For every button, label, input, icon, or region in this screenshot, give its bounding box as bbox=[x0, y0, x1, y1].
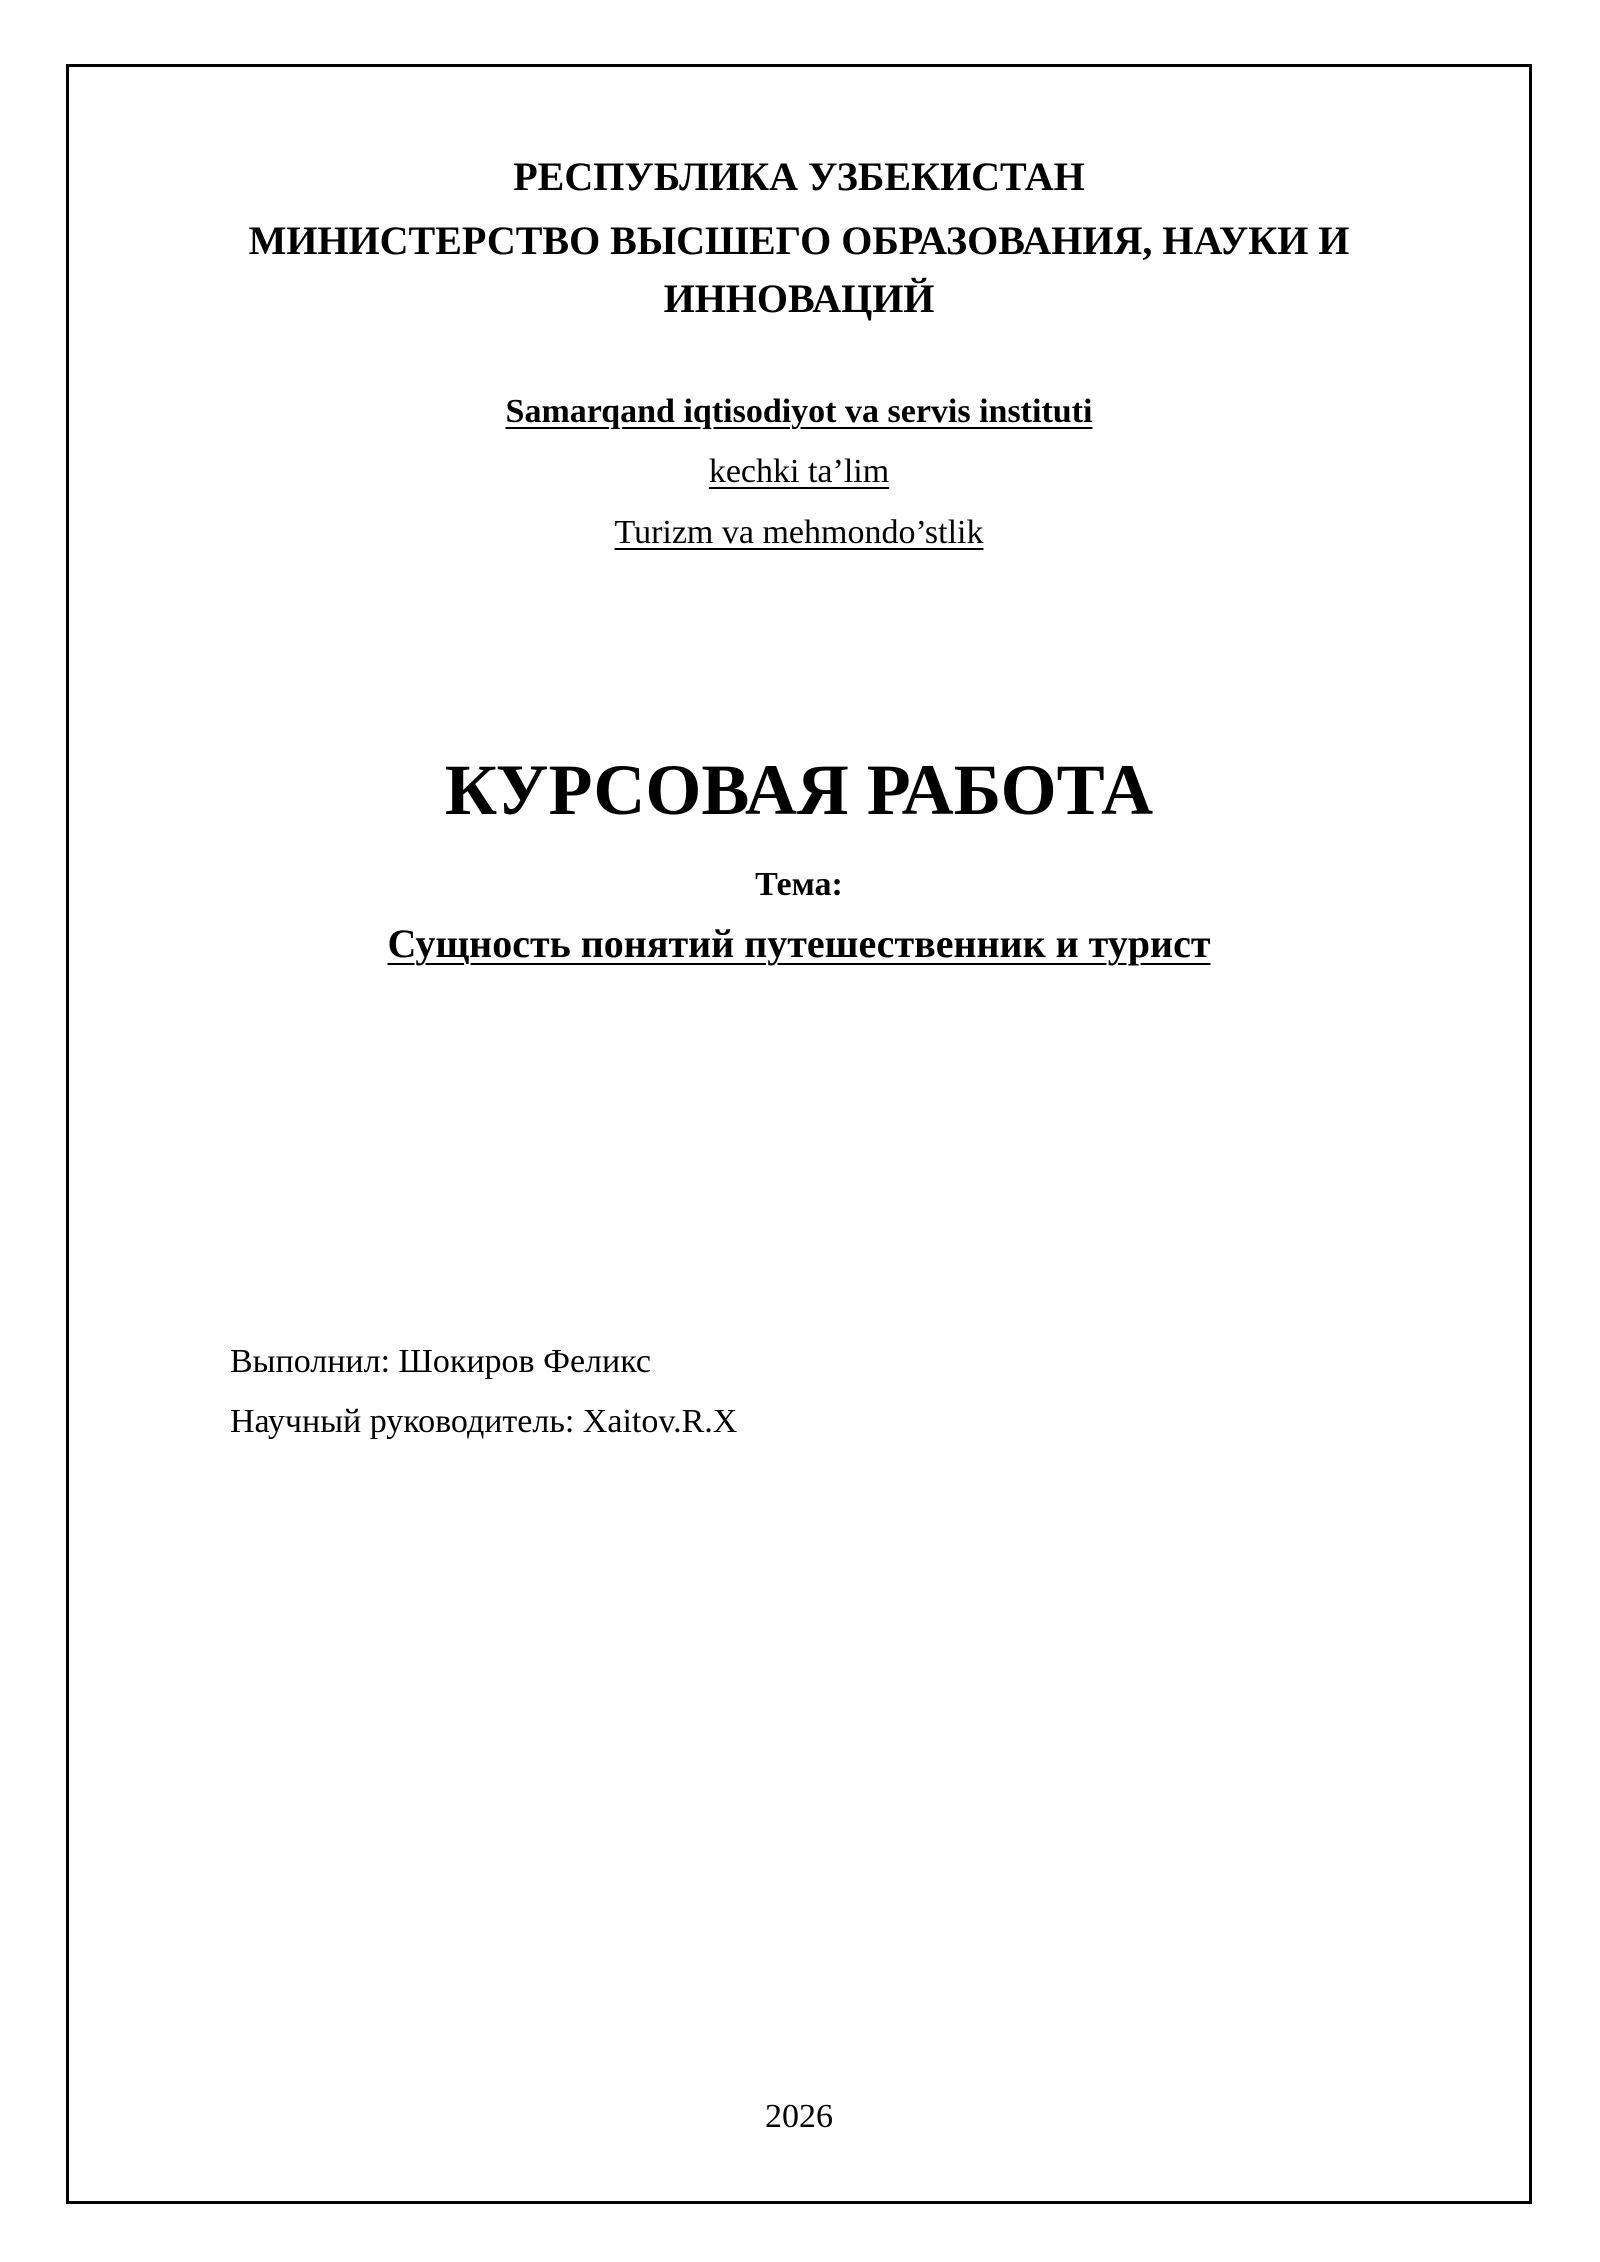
topic-title: Сущность понятий путешественник и турист bbox=[387, 921, 1211, 966]
specialty: Turizm va mehmondo’stlik bbox=[614, 514, 984, 551]
page-border bbox=[66, 64, 1532, 2204]
country-heading: РЕСПУБЛИКА УЗБЕКИСТАН bbox=[513, 154, 1085, 199]
study-form: kechki ta’lim bbox=[708, 453, 890, 490]
author-line: Выполнил: Шокиров Феликс bbox=[230, 1343, 651, 1380]
institution-name: Samarqand iqtisodiyot va servis instituti bbox=[505, 393, 1093, 430]
supervisor-line: Научный руководитель: Xaitov.R.X bbox=[230, 1403, 738, 1440]
theme-label: Тема: bbox=[755, 866, 843, 903]
ministry-heading-line1: МИНИСТЕРСТВО ВЫСШЕГО ОБРАЗОВАНИЯ, НАУКИ И bbox=[248, 218, 1350, 263]
document-title: КУРСОВАЯ РАБОТА bbox=[444, 750, 1154, 830]
ministry-heading-line2: ИННОВАЦИЙ bbox=[663, 276, 935, 321]
year: 2026 bbox=[765, 2098, 833, 2135]
